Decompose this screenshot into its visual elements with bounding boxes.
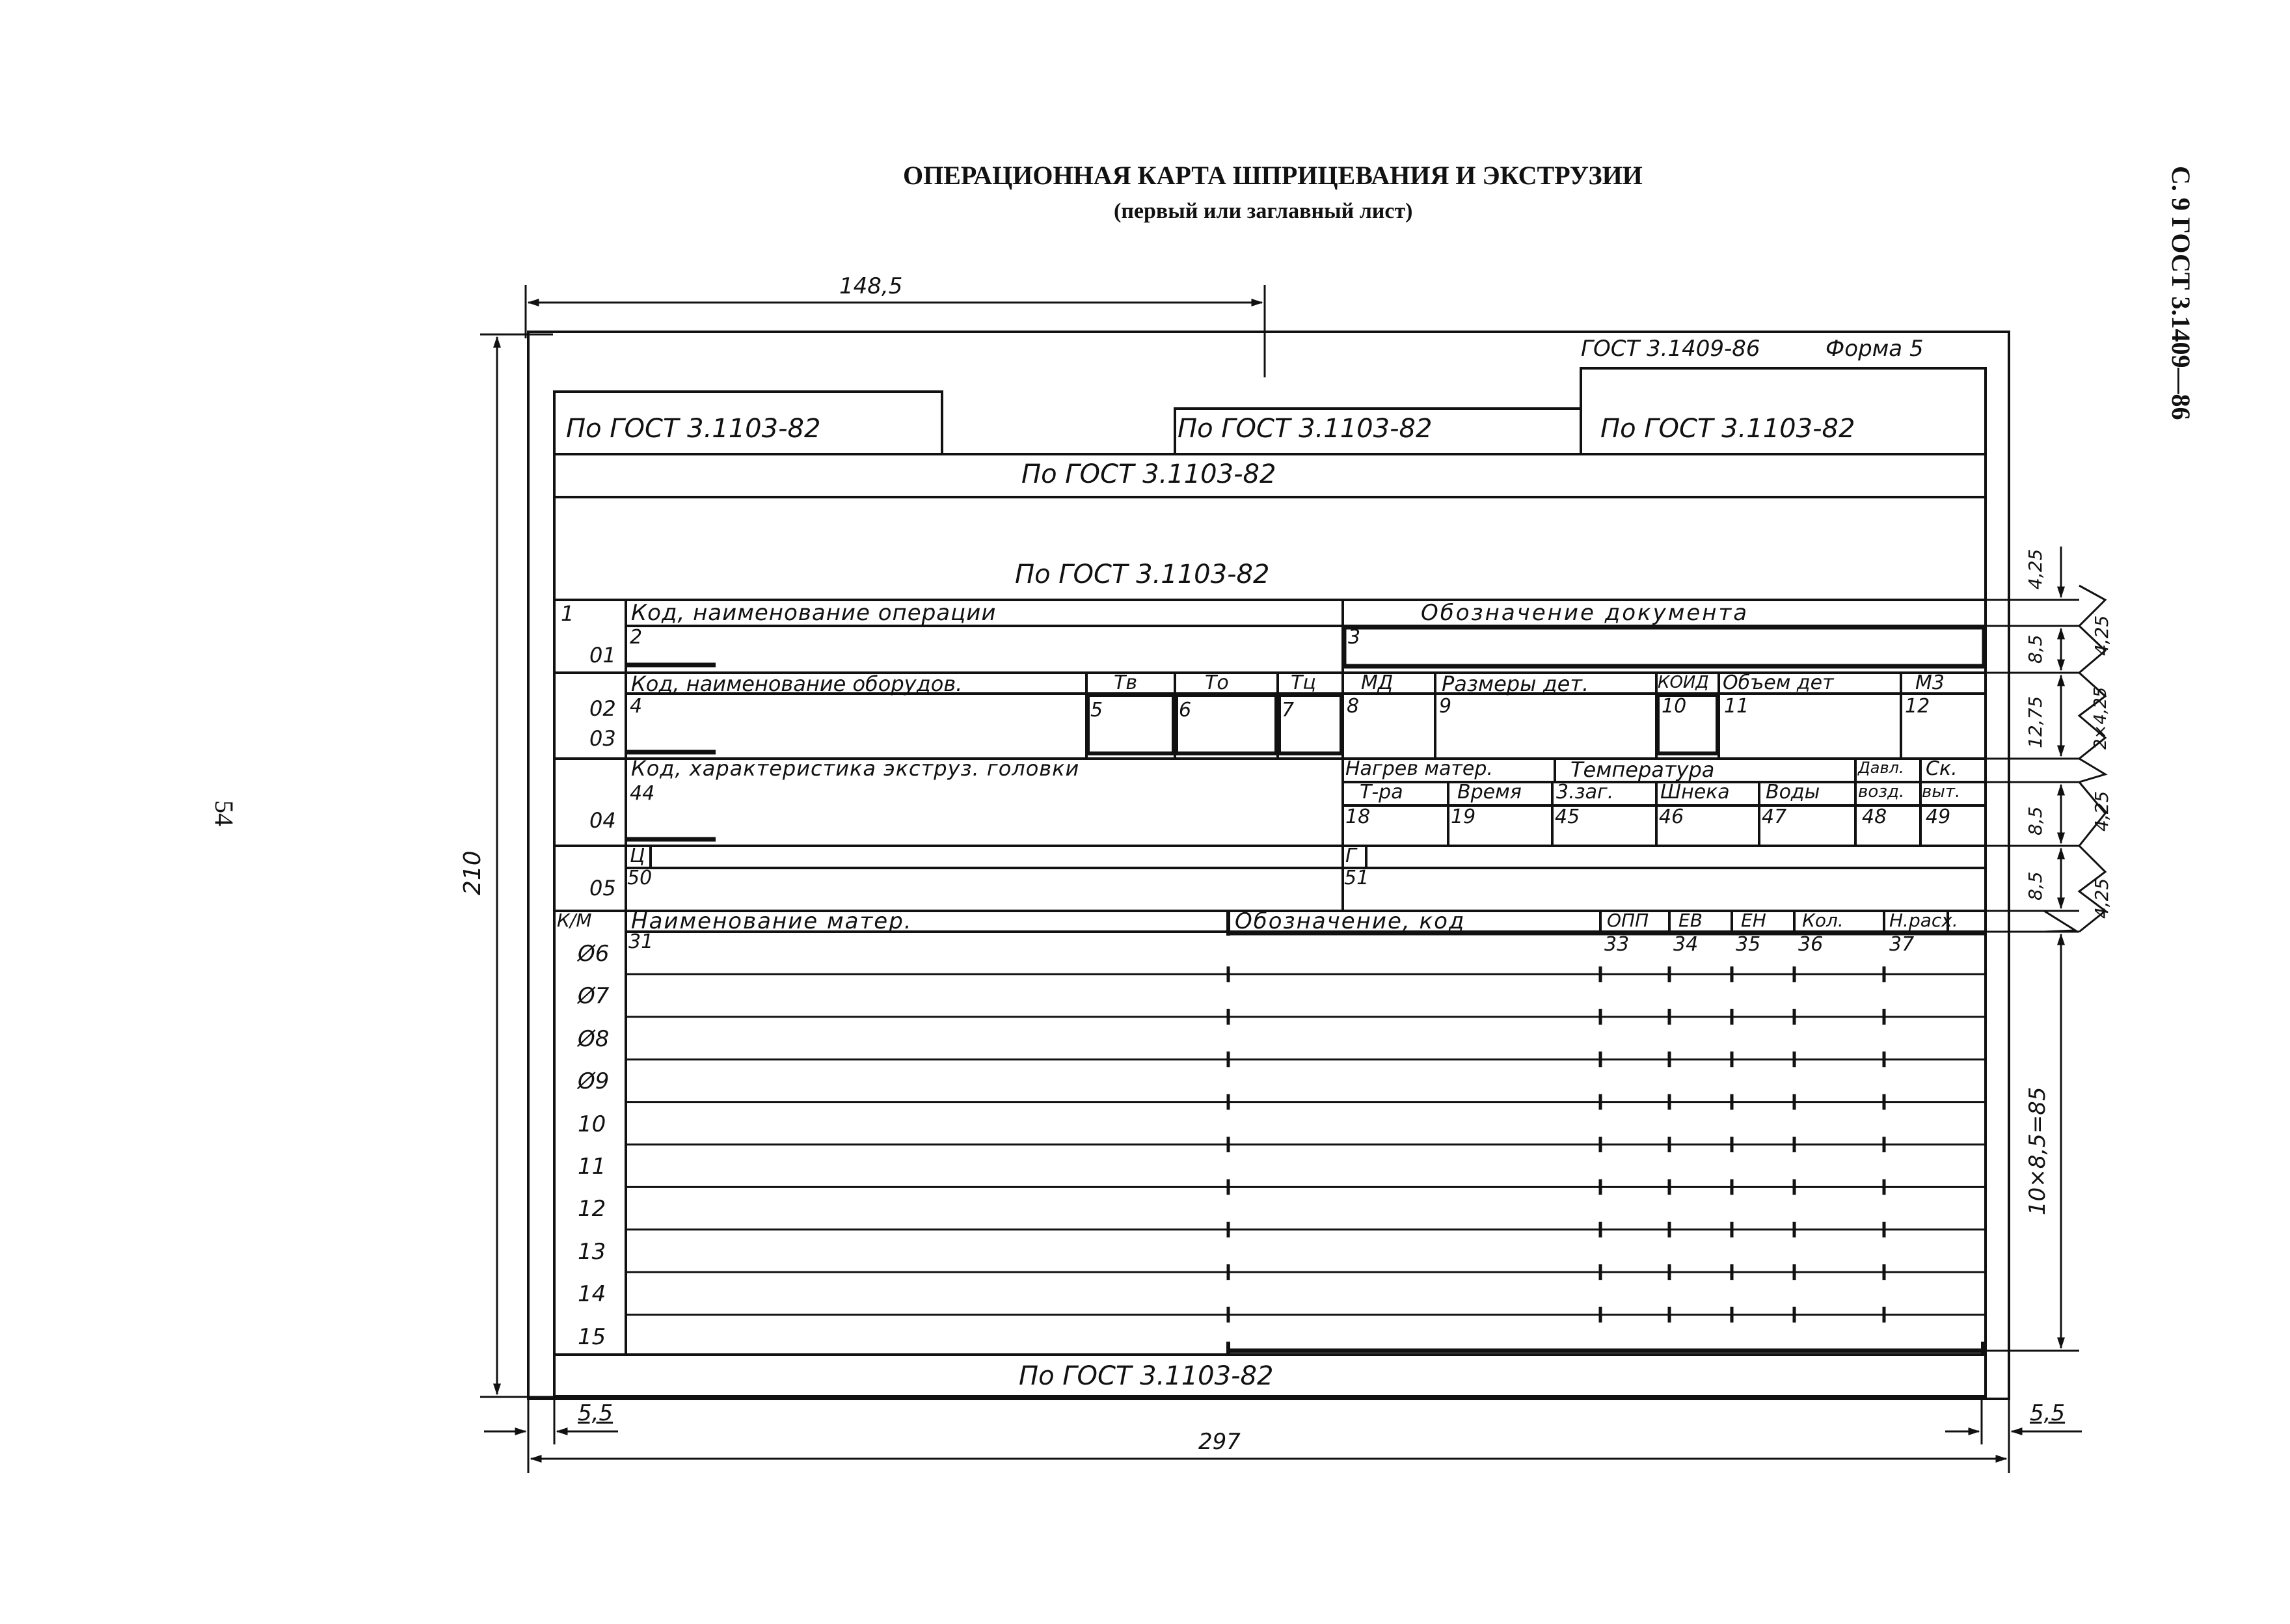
form-number: Форма 5 bbox=[1825, 336, 1924, 362]
page-title: ОПЕРАЦИОННАЯ КАРТА ШПРИЦЕВАНИЯ И ЭКСТРУЗИИ bbox=[903, 161, 1643, 190]
materials-row-lines bbox=[626, 966, 1986, 1322]
sec3-pressure: Давл. bbox=[1858, 759, 1904, 777]
sec3-screw: Шнека bbox=[1660, 781, 1730, 804]
sec2-field-11[interactable]: 11 bbox=[1724, 695, 1749, 718]
materials-ev: ЕВ bbox=[1678, 910, 1703, 931]
dim-r-2x425: 2×4,25 bbox=[2091, 686, 2110, 750]
materials-field-35[interactable]: 35 bbox=[1736, 933, 1761, 956]
dimension-lines bbox=[480, 285, 2082, 1473]
materials-opp: ОПП bbox=[1607, 910, 1649, 931]
sec4-c-label: Ц bbox=[630, 845, 645, 867]
sec2-koid: КОИД bbox=[1658, 673, 1709, 692]
ref-box-3: По ГОСТ 3.1103-82 bbox=[1600, 414, 1855, 444]
materials-kol: Кол. bbox=[1802, 910, 1844, 931]
sec3-time: Время bbox=[1457, 781, 1522, 804]
dim-r-rows: 10×8,5=85 bbox=[2025, 1087, 2051, 1215]
materials-row-number: 14 bbox=[578, 1281, 606, 1308]
dim-r-425-a: 4,25 bbox=[2025, 548, 2046, 589]
dim-r-425-d: 4,25 bbox=[2091, 878, 2112, 919]
ref-row: По ГОСТ 3.1103-82 bbox=[1021, 459, 1276, 489]
materials-row-number: 10 bbox=[578, 1111, 606, 1137]
sec2-field-9[interactable]: 9 bbox=[1439, 695, 1452, 718]
sec4-field-50[interactable]: 50 bbox=[627, 867, 653, 889]
ref-box-2: По ГОСТ 3.1103-82 bbox=[1178, 414, 1433, 444]
sec2-equip-label: Код, наименование оборудов. bbox=[631, 671, 963, 696]
materials-row-number: Ø7 bbox=[578, 983, 610, 1010]
sec3-field-19[interactable]: 19 bbox=[1451, 805, 1476, 828]
sec2-field-12[interactable]: 12 bbox=[1905, 695, 1930, 718]
sec2-to: То bbox=[1205, 671, 1229, 694]
sec1-op-label: Код, наименование операции bbox=[631, 600, 997, 626]
page-subtitle: (первый или заглавный лист) bbox=[1114, 199, 1413, 223]
sec4-field-51[interactable]: 51 bbox=[1344, 867, 1369, 889]
dim-total-width: 297 bbox=[1198, 1429, 1241, 1455]
dim-r-85-c: 8,5 bbox=[2025, 871, 2046, 900]
materials-row-number: Ø9 bbox=[578, 1068, 610, 1095]
dim-r-85-b: 8,5 bbox=[2025, 806, 2046, 835]
materials-code-label: Обозначение, код bbox=[1235, 908, 1466, 934]
sec3-temp: Температура bbox=[1570, 757, 1715, 782]
sec2-tv: Тв bbox=[1114, 671, 1138, 694]
dim-r-425-c: 4,25 bbox=[2091, 791, 2112, 832]
sec3-air: возд. bbox=[1858, 782, 1905, 802]
materials-row-number: Ø6 bbox=[578, 941, 610, 967]
dim-right-margin: 5,5 bbox=[2030, 1400, 2066, 1426]
ref-box-1: По ГОСТ 3.1103-82 bbox=[566, 414, 821, 444]
sec4-g-label: Г bbox=[1345, 845, 1356, 867]
materials-field-37[interactable]: 37 bbox=[1889, 933, 1915, 956]
sec1-field-3[interactable]: 3 bbox=[1348, 626, 1361, 649]
sec1-line-num: 01 bbox=[589, 643, 616, 668]
sec3-field-49[interactable]: 49 bbox=[1926, 805, 1951, 828]
materials-row-number: Ø8 bbox=[578, 1025, 610, 1052]
form-standard: ГОСТ 3.1409-86 bbox=[1581, 336, 1760, 362]
materials-field-31[interactable]: 31 bbox=[628, 930, 654, 953]
materials-field-34[interactable]: 34 bbox=[1673, 933, 1699, 956]
sec3-speed: Ск. bbox=[1926, 757, 1958, 780]
dim-height: 210 bbox=[459, 850, 486, 895]
sec2-field-4[interactable]: 4 bbox=[630, 695, 643, 718]
sec2-field-10[interactable]: 10 bbox=[1662, 695, 1687, 718]
sec3-z-zag: 3.заг. bbox=[1556, 781, 1614, 804]
side-standard-label: С. 9 ГОСТ 3.1409—86 bbox=[2166, 166, 2196, 420]
sec3-extr: выт. bbox=[1922, 782, 1961, 802]
sec2-tc: Тц bbox=[1291, 671, 1316, 694]
dim-r-85-a: 8,5 bbox=[2025, 634, 2046, 664]
materials-row-number: 13 bbox=[578, 1238, 606, 1265]
sec1-field-2[interactable]: 2 bbox=[630, 626, 643, 649]
sec3-heat: Нагрев матер. bbox=[1345, 757, 1493, 780]
sec2-line-a: 02 bbox=[589, 696, 616, 721]
sec3-field-47[interactable]: 47 bbox=[1762, 805, 1787, 828]
sec2-line-b: 03 bbox=[589, 726, 616, 751]
sheet-frame bbox=[528, 332, 2009, 1399]
sec3-water: Воды bbox=[1766, 781, 1820, 804]
sec2-sizes: Размеры дет. bbox=[1442, 671, 1589, 696]
materials-row-number: 15 bbox=[578, 1323, 606, 1350]
materials-field-36[interactable]: 36 bbox=[1798, 933, 1824, 956]
sec2-field-7[interactable]: 7 bbox=[1282, 699, 1295, 722]
materials-nrash: Н.расх. bbox=[1889, 910, 1958, 931]
sec3-t-ra: Т-ра bbox=[1360, 781, 1403, 804]
materials-row-number: 11 bbox=[578, 1154, 606, 1180]
dim-left-margin: 5,5 bbox=[578, 1400, 613, 1426]
sec3-field-44[interactable]: 44 bbox=[630, 782, 655, 805]
dim-top-width: 148,5 bbox=[839, 273, 903, 299]
materials-name-label: Наименование матер. bbox=[631, 908, 913, 934]
sec2-m3: М3 bbox=[1915, 671, 1945, 694]
ref-main: По ГОСТ 3.1103-82 bbox=[1015, 560, 1270, 589]
sec3-field-18[interactable]: 18 bbox=[1345, 805, 1371, 828]
form-grid bbox=[554, 368, 1986, 1396]
dim-r-425-b: 4,25 bbox=[2091, 615, 2112, 656]
sec3-field-48[interactable]: 48 bbox=[1862, 805, 1887, 828]
sec2-field-5[interactable]: 5 bbox=[1090, 699, 1103, 722]
sec3-head-label: Код, характеристика экструз. головки bbox=[631, 756, 1080, 781]
sec1-doc-label: Обозначение документа bbox=[1421, 600, 1749, 626]
sec1-row-num: 1 bbox=[561, 601, 574, 626]
right-dimension-chain bbox=[1986, 547, 2105, 1351]
sec2-field-8[interactable]: 8 bbox=[1347, 695, 1360, 718]
materials-km: К/М bbox=[557, 910, 592, 931]
sec3-field-45[interactable]: 45 bbox=[1555, 805, 1580, 828]
sec2-field-6[interactable]: 6 bbox=[1179, 699, 1192, 722]
dim-r-1275: 12,75 bbox=[2025, 696, 2046, 748]
sec3-line: 04 bbox=[589, 808, 616, 833]
sec3-field-46[interactable]: 46 bbox=[1659, 805, 1684, 828]
page-number: 54 bbox=[209, 800, 239, 826]
ref-bottom: По ГОСТ 3.1103-82 bbox=[1019, 1361, 1274, 1391]
materials-field-33[interactable]: 33 bbox=[1604, 933, 1630, 956]
sec2-md: МД bbox=[1361, 671, 1394, 694]
sec4-line: 05 bbox=[589, 876, 616, 900]
sec2-volume: Объем дет bbox=[1723, 671, 1834, 694]
materials-row-number: 12 bbox=[578, 1196, 606, 1223]
materials-en: ЕН bbox=[1741, 910, 1766, 931]
